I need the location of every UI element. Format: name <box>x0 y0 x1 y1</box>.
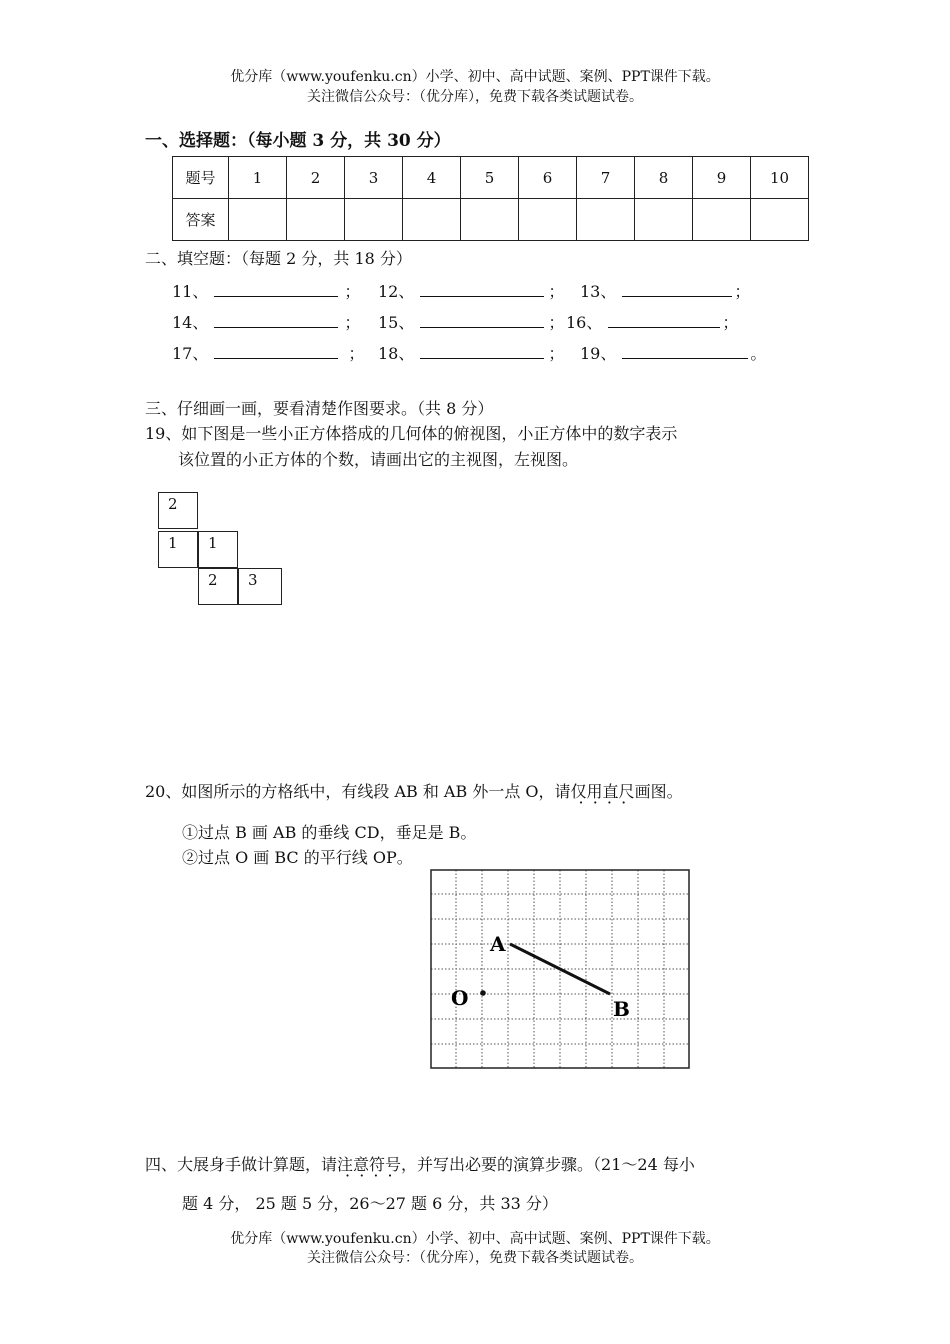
blank-end: ； <box>548 282 565 301</box>
answer-cell[interactable] <box>287 199 345 241</box>
blank-end: ； <box>344 282 361 301</box>
answer-table <box>172 156 809 241</box>
fill-blank-16[interactable] <box>566 310 738 333</box>
answer-cell[interactable] <box>461 199 519 241</box>
row-label-number: 题号 <box>173 157 229 199</box>
blank-number: 13、 <box>580 282 617 301</box>
blank-line[interactable] <box>608 311 720 328</box>
section3-title: 三、仔细画一画，要看清楚作图要求。（共 8 分） <box>145 399 494 418</box>
header-line-2: 关注微信公众号：（优分库），免费下载各类试题试卷。 <box>307 89 643 105</box>
blank-line[interactable] <box>420 280 544 297</box>
blank-number: 17、 <box>172 344 209 363</box>
blank-number: 11、 <box>172 282 209 301</box>
top-view-cell: 1 <box>198 531 238 568</box>
q20-sub1: ①过点 B 画 AB 的垂线 CD，垂足是 B。 <box>182 823 477 842</box>
q20-emphasis: 仅用直尺 · · <box>571 779 635 802</box>
blank-number: 14、 <box>172 313 209 332</box>
top-view-cell: 1 <box>158 531 198 568</box>
label-o: O <box>451 986 469 1010</box>
question-number-cell: 6 <box>519 157 577 199</box>
q19-text-line2: 该位置的小正方体的个数，请画出它的主视图，左视图。 <box>178 450 579 469</box>
q20-suffix: 画图。 <box>634 782 683 801</box>
answer-cell[interactable] <box>345 199 403 241</box>
section1-title: 一、选择题： <box>145 131 247 151</box>
blank-number: 16、 <box>566 313 603 332</box>
blank-line[interactable] <box>420 311 544 328</box>
row-label-answer: 答案 <box>173 199 229 241</box>
section2-title: 二、填空题：（每题 2 分，共 18 分） <box>145 249 412 268</box>
top-view-cell: 3 <box>238 568 282 605</box>
answer-cell[interactable] <box>751 199 809 241</box>
blank-line[interactable] <box>622 342 748 359</box>
question-number-cell: 2 <box>287 157 345 199</box>
fill-blank-18[interactable] <box>378 341 564 364</box>
section1-heading <box>145 126 451 151</box>
blank-end: ； <box>734 282 751 301</box>
blank-line[interactable] <box>214 311 338 328</box>
answer-cell[interactable] <box>519 199 577 241</box>
blank-number: 18、 <box>378 344 415 363</box>
question-number-cell: 10 <box>751 157 809 199</box>
q20-text <box>145 779 683 802</box>
section4-line2: 题 4 分， 25 题 5 分，26～27 题 6 分，共 33 分） <box>182 1194 558 1213</box>
top-view-cell: 2 <box>158 492 198 529</box>
fill-blank-17[interactable] <box>172 341 364 364</box>
question-number-cell: 3 <box>345 157 403 199</box>
answer-table-answer-row <box>173 199 809 241</box>
fill-blank-15[interactable] <box>378 310 564 333</box>
answer-cell[interactable] <box>577 199 635 241</box>
header-line-1: 优分库（www.youfenku.cn）小学、初中、高中试题、案例、PPT课件下载。 <box>230 69 720 85</box>
q19-text-line1: 19、如下图是一些小正方体搭成的几何体的俯视图，小正方体中的数字表示 <box>145 424 678 443</box>
fill-blank-19[interactable] <box>580 341 766 364</box>
blank-number: 19、 <box>580 344 617 363</box>
question-number-cell: 5 <box>461 157 519 199</box>
answer-table-number-row <box>173 157 809 199</box>
top-view-cell: 2 <box>198 568 238 605</box>
point-o <box>480 990 486 996</box>
question-number-cell: 9 <box>693 157 751 199</box>
blank-end: ； <box>548 313 565 332</box>
grid-figure <box>430 869 692 1071</box>
blank-end: ； <box>348 344 365 363</box>
fill-blank-11[interactable] <box>172 279 360 302</box>
footer-line-2: 关注微信公众号：（优分库），免费下载各类试题试卷。 <box>307 1250 643 1266</box>
blank-end: ； <box>548 344 565 363</box>
fill-blank-13[interactable] <box>580 279 750 302</box>
section4-prefix: 四、大展身手做计算题，请 <box>145 1155 338 1174</box>
answer-cell[interactable] <box>229 199 287 241</box>
blank-number: 15、 <box>378 313 415 332</box>
question-number-cell: 8 <box>635 157 693 199</box>
question-number-cell: 7 <box>577 157 635 199</box>
section1-note: （每小题 3 分，共 30 分） <box>247 131 451 151</box>
label-b: B <box>613 997 630 1021</box>
blank-end: ； <box>344 313 361 332</box>
blank-end: ； <box>722 313 739 332</box>
q20-prefix: 20、如图所示的方格纸中，有线段 AB 和 AB 外一点 O，请 <box>145 782 571 801</box>
blank-line[interactable] <box>622 280 732 297</box>
label-a: A <box>490 932 506 956</box>
section4-suffix: ，并写出必要的演算步骤。（21～24 每小 <box>401 1155 695 1174</box>
blank-number: 12、 <box>378 282 415 301</box>
q20-sub2: ②过点 O 画 BC 的平行线 OP。 <box>182 848 413 867</box>
blank-end: 。 <box>750 344 767 363</box>
blank-line[interactable] <box>214 280 338 297</box>
fill-blank-14[interactable] <box>172 310 360 333</box>
blank-line[interactable] <box>420 342 544 359</box>
section4-emphasis: 注意符号 · · <box>337 1152 401 1175</box>
answer-cell[interactable] <box>693 199 751 241</box>
blank-line[interactable] <box>214 342 338 359</box>
answer-cell[interactable] <box>635 199 693 241</box>
answer-cell[interactable] <box>403 199 461 241</box>
footer-line-1: 优分库（www.youfenku.cn）小学、初中、高中试题、案例、PPT课件下载。 <box>230 1231 720 1247</box>
fill-blank-12[interactable] <box>378 279 564 302</box>
question-number-cell: 4 <box>403 157 461 199</box>
section4-line1 <box>145 1152 695 1175</box>
question-number-cell: 1 <box>229 157 287 199</box>
